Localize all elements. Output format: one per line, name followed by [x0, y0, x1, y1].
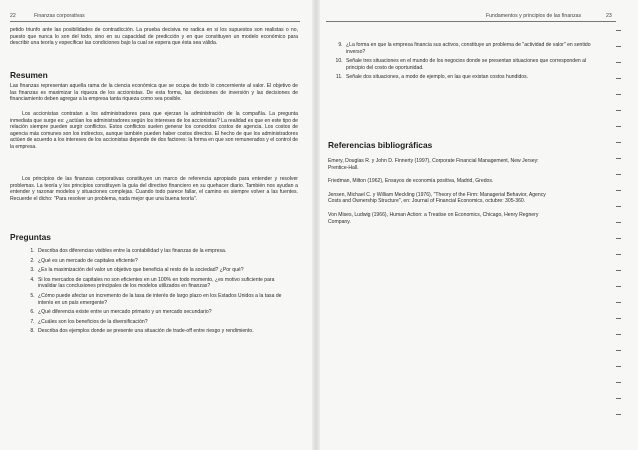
referencia-item: Von Mises, Ludwig (1966), Human Action: a Treatise on Economics, Chicago, Henry Regnery Company. — [328, 211, 539, 225]
pregunta-item: 10. Señale tres situaciones en el mundo de los negocios donde se presentan situaciones que corresponden al principio del costo de oportunidad. — [344, 58, 602, 71]
referencias-heading: Referencias bibliográficas — [328, 140, 433, 150]
pregunta-item: 2. ¿Qué es un mercado de capitales eficiente? — [36, 258, 286, 265]
pregunta-item: 3. ¿Es la maximización del valor un objetivo que beneficia al resto de la sociedad? ¿Por qué? — [36, 267, 286, 274]
pregunta-item: 1. Describa dos diferencias visibles entre la contabilidad y las finanzas de la empresa. — [36, 248, 286, 255]
pregunta-item: 4. Si los mercados de capitales no son eficientes en un 100% en todo momento, ¿es motivo suficiente para invalidar las conclusiones principales de los modelos utilizados en finanzas? — [36, 277, 286, 290]
pregunta-item: 8. Describa dos ejemplos donde se presente una situación de trade-off entre riesgo y rendimiento. — [36, 328, 286, 335]
resumen-paragraph-3: Los principios de las finanzas corporativas constituyen un marco de referencia apropiado para entender y resolver problemas. La teoría y los principios constituyen la guía del directivo financiero en su quehacer diario. También nos ayudan a entender y razonar modelos y situaciones complejas. Cuando todo parece fallar, el camino es siempre volver a las fuentes. Recuerde el dicho: "Para resolver un problema, nada mejor que una buena teoría". — [10, 176, 298, 202]
referencia-item: Friedman, Milton (1962), Ensayos de economía positiva, Madrid, Gredos. — [328, 178, 494, 185]
margin-tick-marks — [616, 30, 624, 450]
header-rule — [326, 21, 616, 22]
header-rule — [10, 21, 300, 22]
page-number: 22 — [10, 13, 16, 19]
resumen-paragraph-2: Los accionistas contratan a los administradores para que ejerzan la administración de la compañía. La pregunta inmediata que surge es: ¿actúan los administradores según los intereses de los accionistas? La realidad es que en este tipo de relación siempre pueden surgir conflictos. Estos conflictos suelen generar los conocidos costos de agencia. Los costos de agencia más comunes son los indirectos, aunque también pueden haber costos directos. El hecho de que los administradores actúen de acuerdo a los intereses de los accionistas depende de dos factores: la forma en que son remunerados y el control de la empresa. — [10, 111, 298, 150]
preguntas-list-continued — [330, 42, 602, 84]
preguntas-heading: Preguntas — [10, 232, 51, 242]
pregunta-item: 9. ¿La forma en que la empresa financia sus activos, constituye un problema de "actividad de valor" en sentido inverso? — [344, 42, 602, 55]
pregunta-item: 7. ¿Cuáles son los beneficios de la diversificación? — [36, 319, 286, 326]
running-title: Finanzas corporativas — [34, 13, 85, 19]
referencia-item: Jensen, Michael C. y William Meckling (1976), "Theory of the Firm: Managerial Behavior, Agency Costs and Ownership Structure", en: Journal of Financial Economics, octubre: 305-360. — [328, 191, 546, 205]
resumen-heading: Resumen — [10, 70, 48, 80]
pregunta-item: 11. Señale dos situaciones, a modo de ejemplo, en las que existan costos hundidos. — [344, 74, 602, 81]
running-title: Fundamentos y principios de las finanzas — [486, 13, 582, 19]
referencias-list — [328, 158, 558, 232]
intro-paragraph: petido triunfo ante las posibilidades de contradicción. La prueba decisiva no radica en si los supuestos son realistas o no, puesto que nunca lo son del todo, sino en su capacidad de predicción y en que constituyen un modelo económico para describir una teoría y especificar las condiciones bajo la cual se espera que ésta sea válida. — [10, 27, 298, 47]
left-page — [0, 0, 316, 450]
referencia-item: Emery, Douglas R. y John D. Finnerty (1997), Corporate Financial Management, New Jersey: Prentice-Hall. — [328, 158, 539, 171]
resumen-paragraph-1: Las finanzas representan aquella rama de la ciencia económica que se ocupa de todo lo concerniente al valor. El objetivo de las finanzas es maximizar la riqueza de los accionistas. De esta forma, las decisiones de inversión y las decisiones de financiamiento deben agregar a la empresa tanta riqueza como sea posible. — [10, 83, 298, 103]
preguntas-list — [22, 248, 286, 338]
page-number: 23 — [606, 13, 612, 19]
pregunta-item: 5. ¿Cómo puede afectar un incremento de la tasa de interés de largo plazo en los Estados Unidos a la tasa de interés en un país emergente? — [36, 293, 286, 306]
pregunta-item: 6. ¿Qué diferencia existe entre un mercado primario y un mercado secundario? — [36, 309, 286, 316]
right-page — [316, 0, 638, 450]
